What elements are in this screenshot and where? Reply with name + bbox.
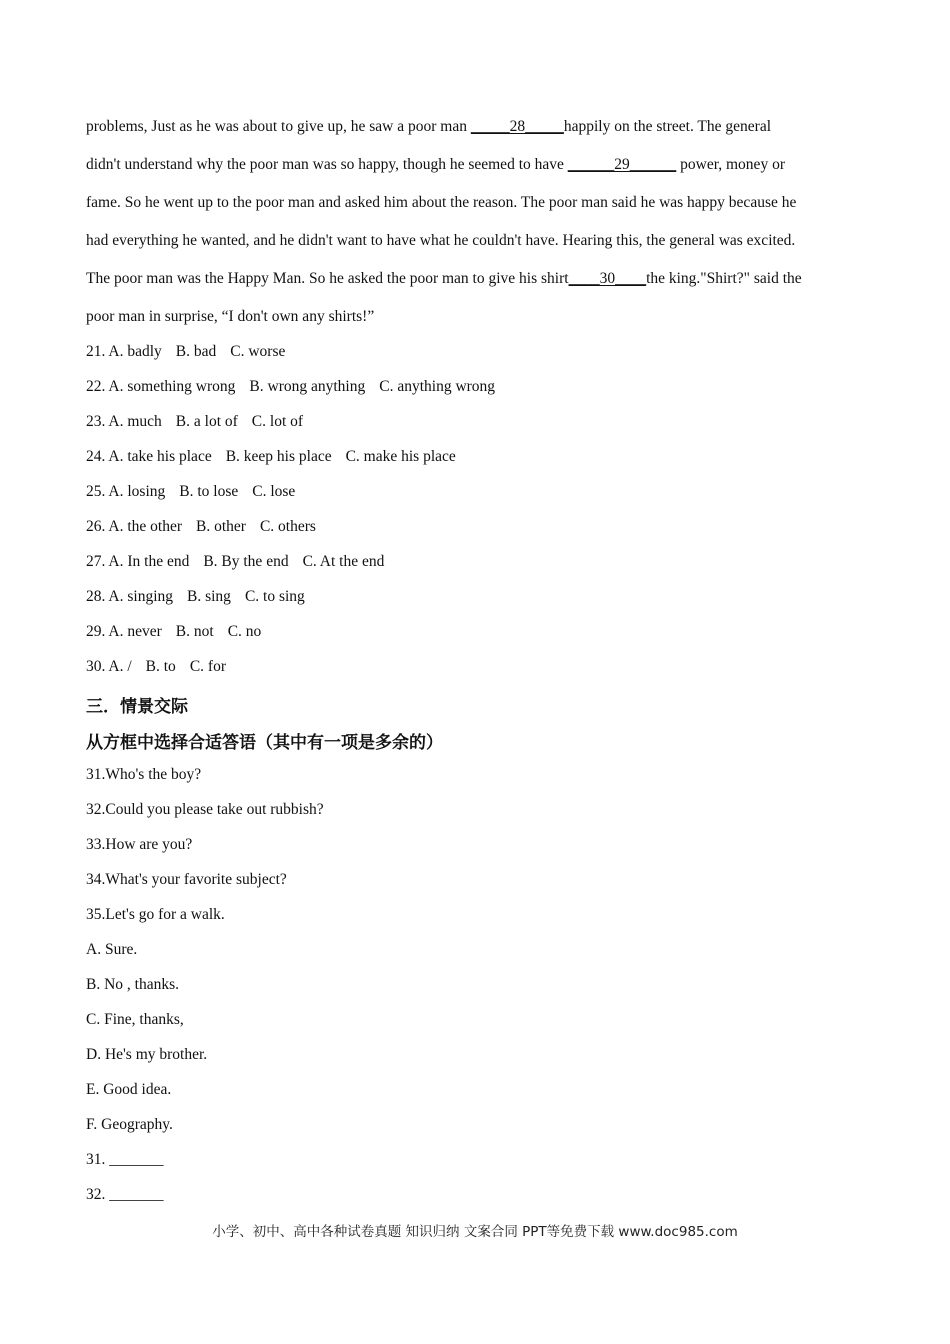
prompt-34: 34.What's your favorite subject? — [86, 871, 287, 888]
answer-d: D. He's my brother. — [86, 1046, 208, 1063]
blank-29: ______29______ — [567, 156, 677, 173]
passage-line: fame. So he went up to the poor man and asked him about the reason. The poor man said he was happy because he — [86, 194, 797, 211]
prompt-35: 35.Let's go for a walk. — [86, 906, 225, 923]
answer-a: A. Sure. — [86, 941, 138, 958]
question-23: 23. A. much B. a lot of C. lot of — [86, 413, 304, 430]
passage-line: The poor man was the Happy Man. So he asked the poor man to give his shirt____30____the king."Shirt?" said the — [86, 270, 802, 287]
passage-line: problems, Just as he was about to give up, he saw a poor man _____28_____happily on the street. The general — [86, 118, 772, 135]
blank-30: ____30____ — [568, 270, 647, 287]
prompt-31: 31.Who's the boy? — [86, 766, 202, 783]
page-footer: 小学、初中、高中各种试卷真题 知识归纳 文案合同 PPT等免费下载 www.doc985.com — [212, 1224, 738, 1240]
passage-line: had everything he wanted, and he didn't want to have what he couldn't have. Hearing this, the general was excited. — [86, 232, 796, 249]
blank-28: _____28_____ — [470, 118, 564, 135]
passage-line: poor man in surprise, “I don't own any shirts!” — [86, 308, 375, 325]
question-29: 29. A. never B. not C. no — [86, 623, 262, 640]
answer-c: C. Fine, thanks, — [86, 1011, 184, 1028]
section-3-title: 三．情景交际 — [86, 697, 188, 717]
question-24: 24. A. take his place B. keep his place C. make his place — [86, 448, 456, 465]
answer-f: F. Geography. — [86, 1116, 173, 1133]
answer-b: B. No , thanks. — [86, 976, 179, 993]
answer-e: E. Good idea. — [86, 1081, 172, 1098]
section-3-instruction: 从方框中选择合适答语（其中有一项是多余的） — [86, 733, 443, 753]
answer-blank-32: 32. _______ — [86, 1186, 164, 1203]
question-30: 30. A. / B. to C. for — [86, 658, 226, 675]
question-25: 25. A. losing B. to lose C. lose — [86, 483, 296, 500]
passage-line: didn't understand why the poor man was so happy, though he seemed to have ______29______ power, money or — [86, 156, 785, 173]
question-21: 21. A. badly B. bad C. worse — [86, 343, 286, 360]
prompt-32: 32.Could you please take out rubbish? — [86, 801, 324, 818]
cloze-passage — [86, 108, 876, 336]
question-22: 22. A. something wrong B. wrong anything C. anything wrong — [86, 378, 496, 395]
question-26: 26. A. the other B. other C. others — [86, 518, 316, 535]
question-27: 27. A. In the end B. By the end C. At the end — [86, 553, 385, 570]
question-28: 28. A. singing B. sing C. to sing — [86, 588, 305, 605]
prompt-33: 33.How are you? — [86, 836, 193, 853]
answer-blank-31: 31. _______ — [86, 1151, 164, 1168]
